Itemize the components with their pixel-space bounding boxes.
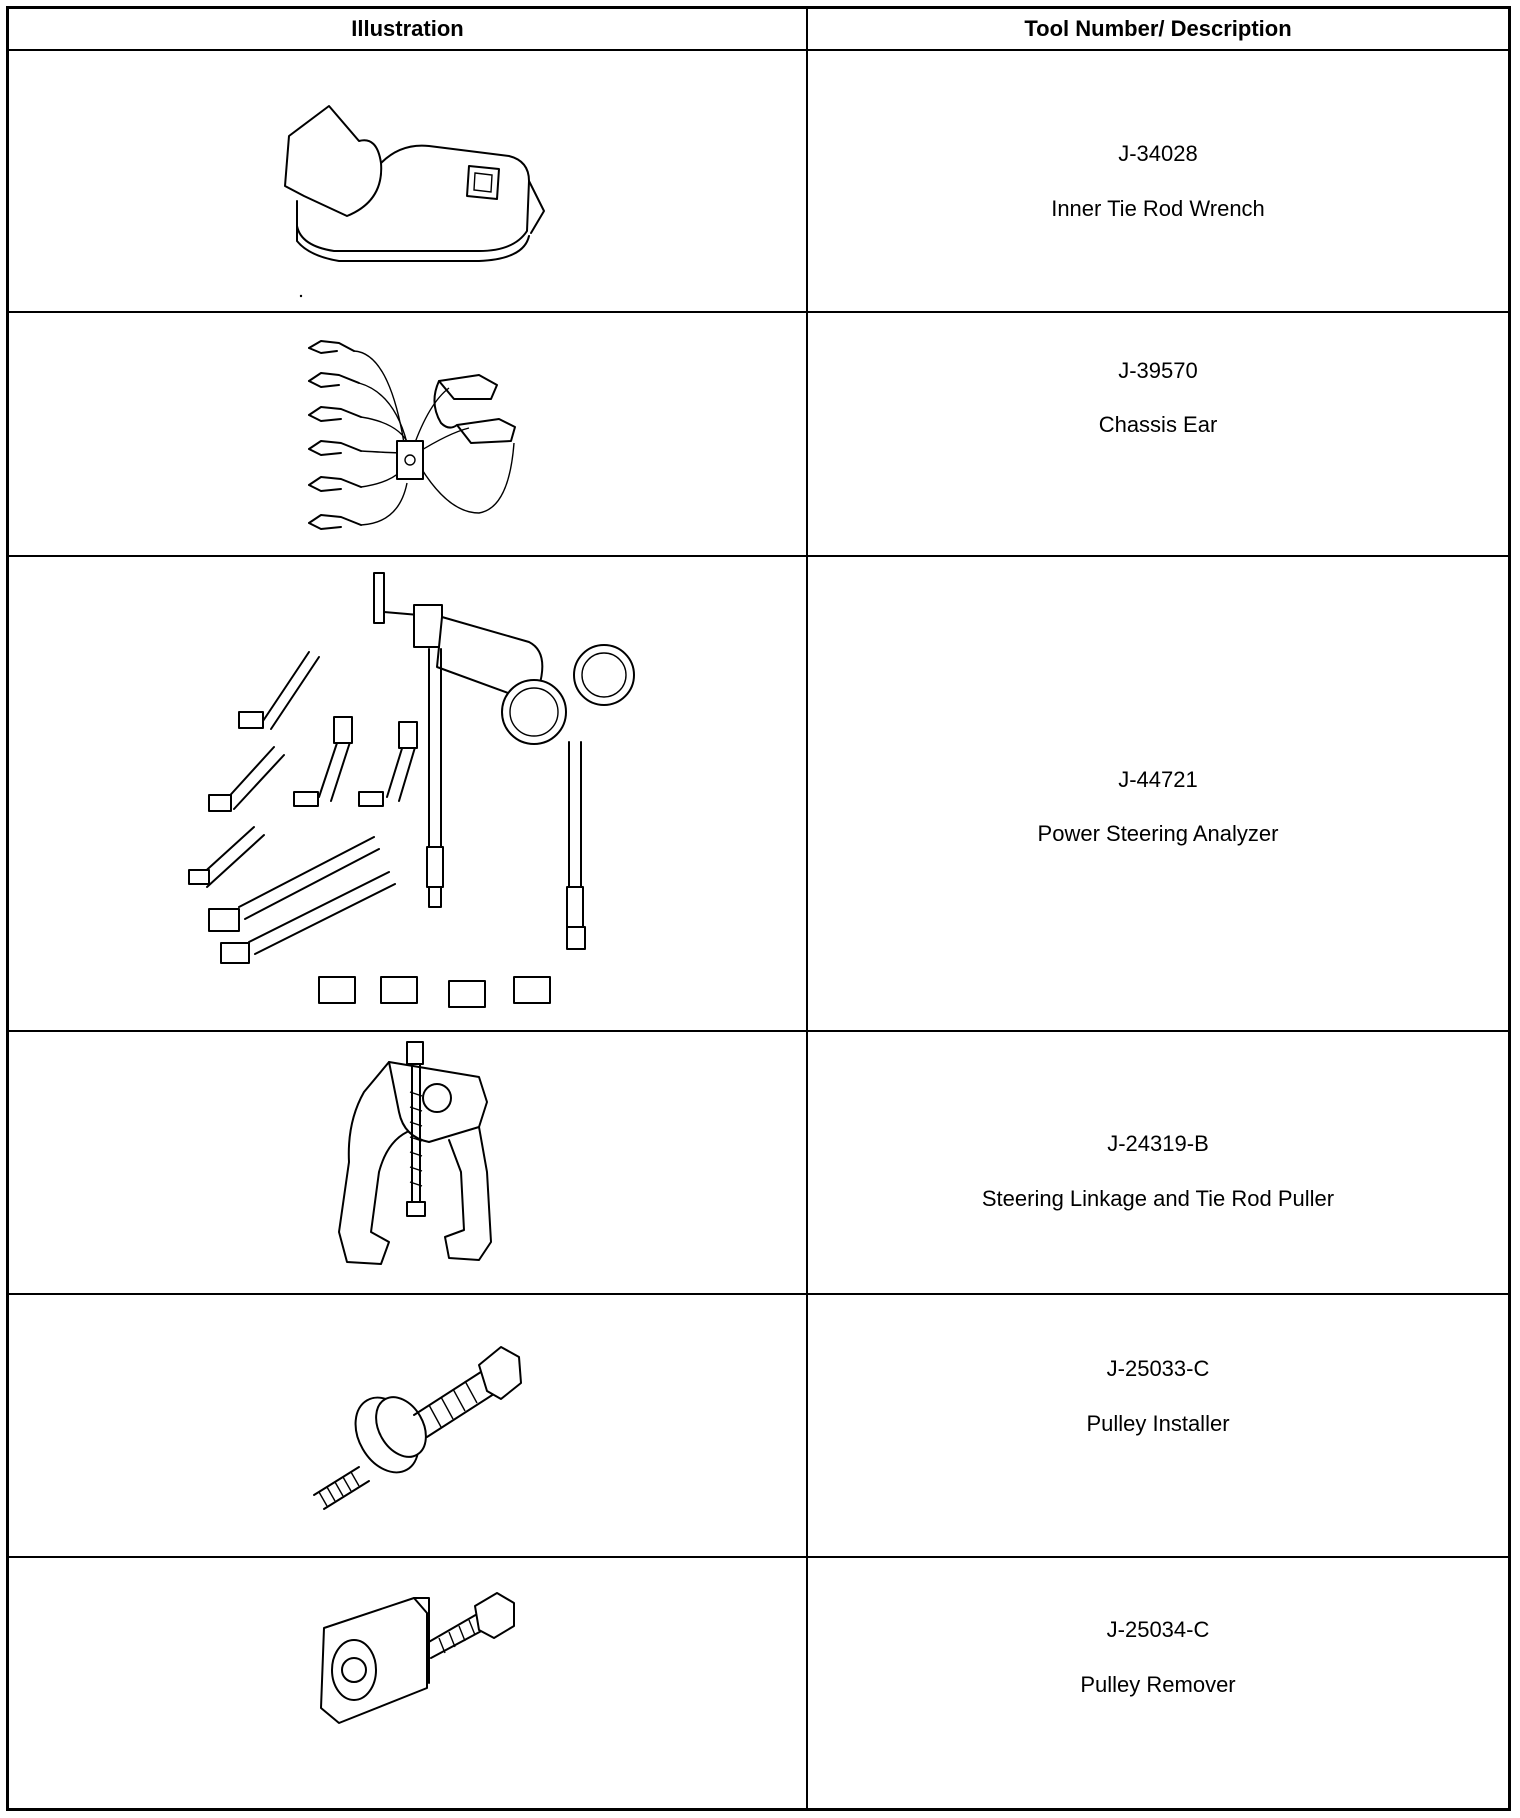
tool-number: J-34028: [1118, 141, 1198, 166]
table-row: [9, 51, 1508, 313]
description-cell: [808, 557, 1508, 1030]
description-cell: [808, 51, 1508, 311]
description-cell: [808, 1032, 1508, 1293]
analyzer-kit-icon: [9, 557, 806, 1030]
tool-number: J-25034-C: [1106, 1617, 1210, 1642]
table-row: [9, 1558, 1508, 1808]
pulley-installer-illustration: [9, 1295, 806, 1556]
wrench-icon: [9, 51, 806, 311]
tool-description: Steering Linkage and Tie Rod Puller: [981, 1186, 1335, 1211]
tool-number: J-44721: [1118, 767, 1198, 792]
tie-rod-puller-illustration: [9, 1032, 806, 1293]
table-row: [9, 1295, 1508, 1558]
tool-description: Power Steering Analyzer: [1037, 821, 1279, 846]
header-tool-description: Tool Number/ Description: [1024, 16, 1292, 41]
chassis-ear-illustration: [9, 313, 806, 555]
tool-description: Chassis Ear: [1098, 412, 1218, 437]
puller-icon: [9, 1032, 806, 1293]
description-cell: [808, 313, 1508, 555]
description-cell: [808, 1558, 1508, 1808]
power-steering-analyzer-illustration: [9, 557, 806, 1030]
table-row: [9, 313, 1508, 557]
pulley-remover-icon: [9, 1558, 806, 1806]
tool-number: J-25033-C: [1106, 1356, 1210, 1381]
tool-number: J-24319-B: [1107, 1131, 1209, 1156]
tool-description: Pulley Installer: [1086, 1411, 1230, 1436]
description-cell: [808, 1295, 1508, 1556]
tool-description: Inner Tie Rod Wrench: [1051, 196, 1265, 221]
header-illustration: Illustration: [351, 16, 464, 41]
special-tools-table: [6, 6, 1511, 1811]
table-row: [9, 557, 1508, 1032]
tool-description: Pulley Remover: [1080, 1672, 1236, 1697]
tool-number: J-39570: [1118, 358, 1198, 383]
inner-tie-rod-wrench-illustration: [9, 51, 806, 311]
pulley-remover-illustration: [9, 1558, 806, 1808]
pulley-installer-icon: [9, 1295, 806, 1556]
table-header: [9, 9, 1508, 51]
chassis-ear-icon: [9, 313, 806, 555]
table-row: [9, 1032, 1508, 1295]
